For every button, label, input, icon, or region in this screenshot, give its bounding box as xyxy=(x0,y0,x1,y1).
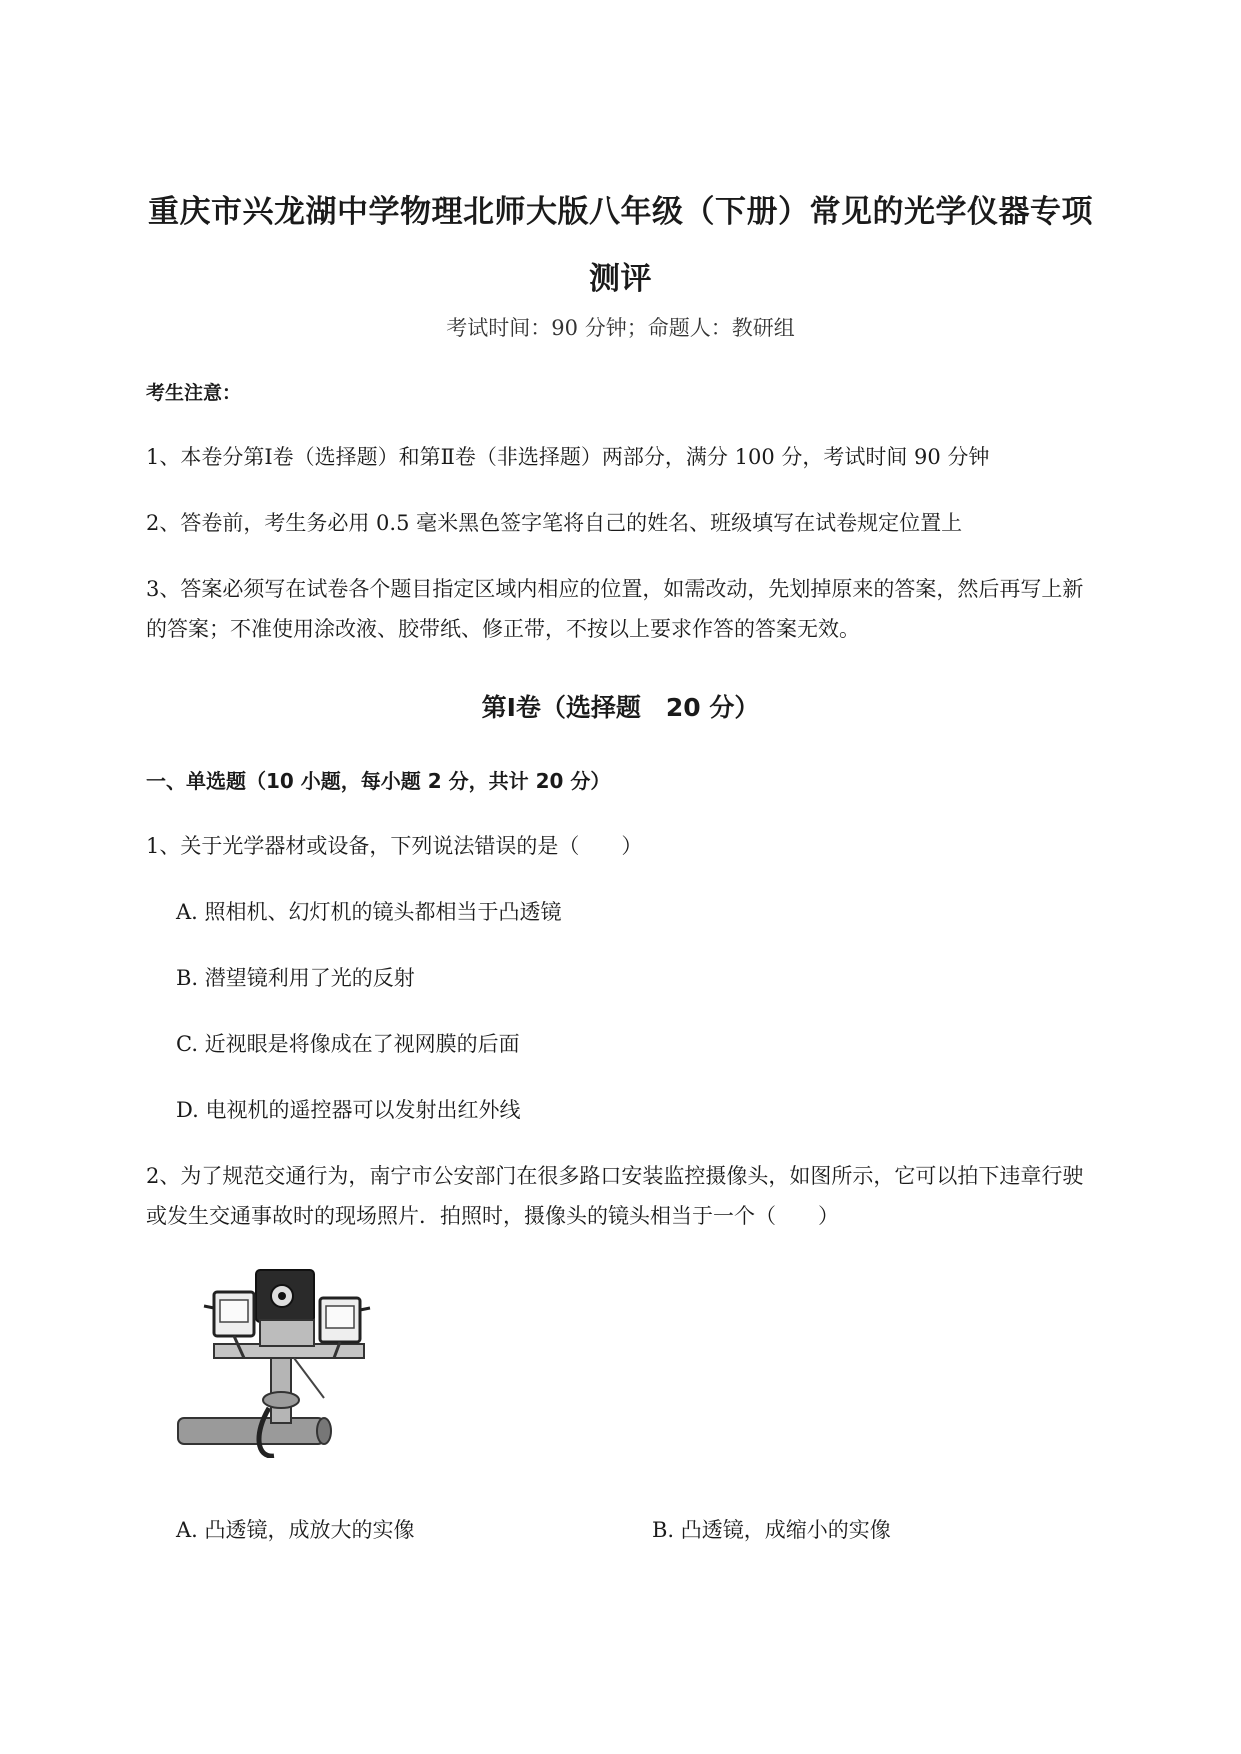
question-1-option-c: C. 近视眼是将像成在了视网膜的后面 xyxy=(176,1032,520,1056)
notice-item-3-line2: 的答案；不准使用涂改液、胶带纸、修正带，不按以上要求作答的答案无效。 xyxy=(146,617,860,641)
notice-heading: 考生注意： xyxy=(146,382,242,404)
part-heading: 一、单选题（10 小题，每小题 2 分，共计 20 分） xyxy=(146,769,611,793)
page-title-line1: 重庆市兴龙湖中学物理北师大版八年级（下册）常见的光学仪器专项 xyxy=(148,194,1093,230)
question-1-option-b: B. 潜望镜利用了光的反射 xyxy=(176,966,415,990)
page-title-line2: 测评 xyxy=(589,261,652,297)
notice-item-2: 2、答卷前，考生务必用 0.5 毫米黑色签字笔将自己的姓名、班级填写在试卷规定位置上 xyxy=(146,511,963,535)
notice-item-1: 1、本卷分第Ⅰ卷（选择题）和第Ⅱ卷（非选择题）两部分，满分 100 分，考试时间 90 分钟 xyxy=(146,445,990,469)
question-1-option-d: D. 电视机的遥控器可以发射出红外线 xyxy=(176,1098,521,1122)
surveillance-camera-illustration xyxy=(174,1258,394,1458)
section-title: 第Ⅰ卷（选择题 20 分） xyxy=(481,693,760,722)
question-2-stem-line2: 或发生交通事故时的现场照片．拍照时，摄像头的镜头相当于一个（ ） xyxy=(146,1204,839,1228)
notice-item-3-line1: 3、答案必须写在试卷各个题目指定区域内相应的位置，如需改动，先划掉原来的答案，然后再写上新 xyxy=(146,577,1084,601)
question-2-stem-line1: 2、为了规范交通行为，南宁市公安部门在很多路口安装监控摄像头，如图所示，它可以拍下违章行驶 xyxy=(146,1164,1084,1188)
question-2-option-a: A. 凸透镜，成放大的实像 xyxy=(176,1518,415,1542)
surveillance-camera-figure xyxy=(174,1258,394,1458)
exam-info: 考试时间：90 分钟；命题人：教研组 xyxy=(446,316,795,340)
question-2-option-b: B. 凸透镜，成缩小的实像 xyxy=(652,1518,891,1542)
question-1-stem: 1、关于光学器材或设备，下列说法错误的是（ ） xyxy=(146,834,643,858)
question-1-option-a: A. 照相机、幻灯机的镜头都相当于凸透镜 xyxy=(176,900,562,924)
